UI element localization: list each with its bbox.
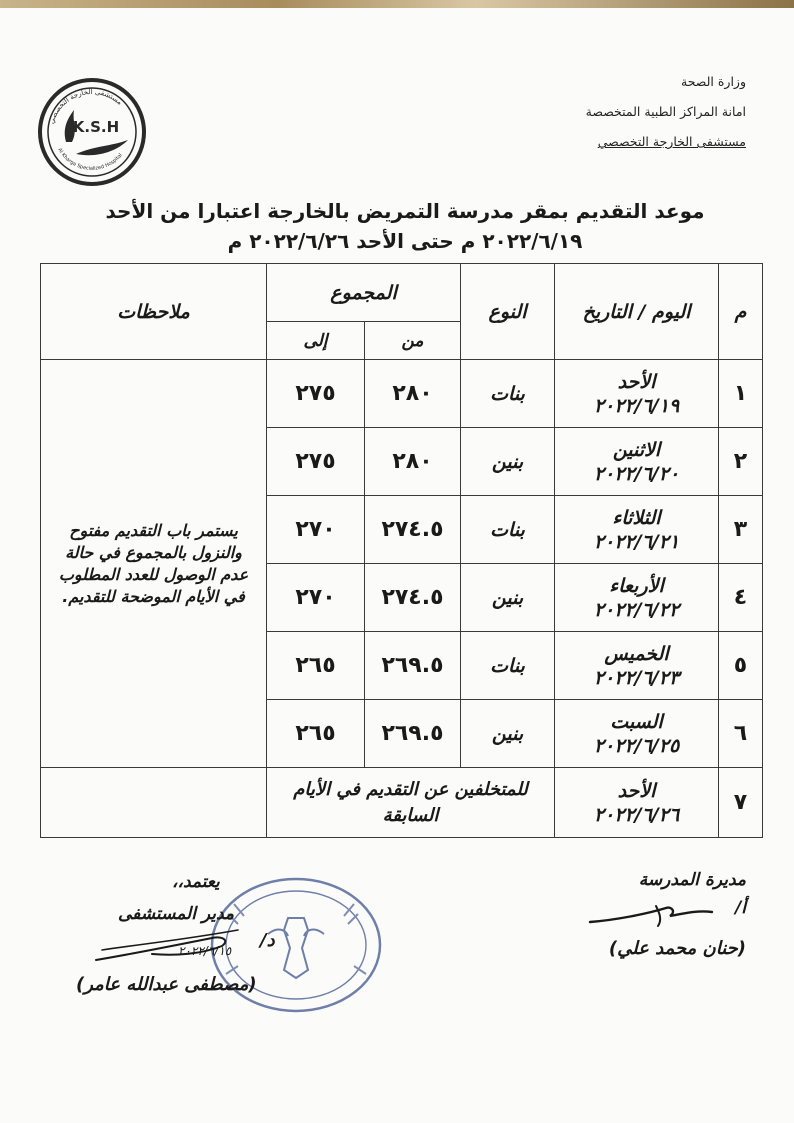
page-title-line1: موعد التقديم بمقر مدرسة التمريض بالخارجة اعتبارا من الأحد [105, 199, 705, 223]
table-row [41, 768, 763, 838]
row-type: بنات [461, 632, 555, 700]
row-number: ٢ [719, 428, 763, 496]
row-day-date [555, 768, 719, 838]
row-number: ٥ [719, 632, 763, 700]
row-date: ٢٠٢٢/٦/٢٥ [593, 734, 680, 757]
row-from: ٢٦٩.٥ [365, 700, 461, 768]
row-day-date [555, 428, 719, 496]
notes-cell: يستمر باب التقديم مفتوح والنزول بالمجموع في حالة عدم الوصول للعدد المطلوب في الأيام الموضحة للتقديم. [41, 360, 267, 768]
row-number: ٧ [719, 768, 763, 838]
row-day: الاثنين [612, 438, 661, 461]
row-day: الخميس [604, 642, 669, 665]
row-day: الثلاثاء [612, 506, 661, 529]
row-from: ٢٨٠ [365, 360, 461, 428]
row-from: ٢٨٠ [365, 428, 461, 496]
header-index: م [719, 264, 763, 360]
header-type: النوع [461, 264, 555, 360]
row-date: ٢٠٢٢/٦/٢٠ [593, 462, 680, 485]
late-applicants-note: للمتخلفين عن التقديم في الأيام السابقة [267, 768, 555, 838]
header-notes: ملاحظات [41, 264, 267, 360]
row-day: الأحد [617, 779, 656, 802]
school-principal-signature [586, 898, 716, 932]
row-day-date [555, 564, 719, 632]
row-date: ٢٠٢٢/٦/١٩ [593, 394, 680, 417]
row-to: ٢٧٥ [267, 428, 365, 496]
row-type: بنين [461, 564, 555, 632]
hospital-line: مستشفى الخارجة التخصصي [597, 134, 746, 149]
row-date: ٢٠٢٢/٦/٢٢ [593, 598, 680, 621]
page-title-line2: ٢٠٢٢/٦/١٩ م حتى الأحد ٢٠٢٢/٦/٢٦ م [227, 229, 583, 253]
school-principal-title: مديرة المدرسة [638, 870, 746, 890]
hospital-director-prefix: د/ [260, 930, 275, 951]
row-number: ٤ [719, 564, 763, 632]
row-day: الأحد [617, 370, 656, 393]
row-to: ٢٦٥ [267, 632, 365, 700]
row-day-date [555, 496, 719, 564]
hospital-director-name: (مصطفى عبدالله عامر) [76, 974, 257, 995]
logo-arabic-name: مستشفى الخارجة التخصصي [47, 87, 124, 125]
school-principal-prefix: أ/ [735, 898, 746, 918]
row-to: ٢٧٠ [267, 564, 365, 632]
school-principal-name: (حنان محمد علي) [608, 938, 746, 959]
row-type: بنين [461, 700, 555, 768]
logo-english-name: Al Kharga Specialized Hospital [56, 147, 124, 172]
row-day: الأربعاء [609, 574, 664, 597]
row-number: ٦ [719, 700, 763, 768]
approval-label: يعتمد،، [172, 872, 220, 892]
logo-initials: K.S.H [72, 118, 120, 136]
secretariat-line: امانة المراكز الطبية المتخصصة [585, 104, 746, 119]
top-edge-strip [0, 0, 794, 8]
row-from: ٢٧٤.٥ [365, 564, 461, 632]
row-to: ٢٧٠ [267, 496, 365, 564]
header-day-date: اليوم / التاريخ [555, 264, 719, 360]
header-total: المجموع [267, 264, 461, 322]
row-from: ٢٧٤.٥ [365, 496, 461, 564]
hospital-logo [36, 76, 148, 188]
row-date: ٢٠٢٢/٦/٢١ [593, 530, 680, 553]
row-date: ٢٠٢٢/٦/٢٣ [593, 666, 680, 689]
row-to: ٢٦٥ [267, 700, 365, 768]
hand-icon [76, 140, 128, 155]
hospital-director-title: مدير المستشفى [118, 904, 235, 924]
row-number: ١ [719, 360, 763, 428]
schedule-table [40, 263, 763, 838]
ministry-line: وزارة الصحة [681, 74, 746, 89]
row-day-date [555, 700, 719, 768]
hospital-director-signature [92, 920, 242, 968]
row-number: ٣ [719, 496, 763, 564]
empty-notes-cell [41, 768, 267, 838]
row-type: بنات [461, 496, 555, 564]
handwritten-date: ٢٠٢٢/٦/١٥ [178, 944, 232, 958]
header-from: من [365, 322, 461, 360]
row-day-date [555, 632, 719, 700]
eagle-icon [284, 918, 308, 978]
row-type: بنين [461, 428, 555, 496]
row-to: ٢٧٥ [267, 360, 365, 428]
row-from: ٢٦٩.٥ [365, 632, 461, 700]
table-row [41, 360, 763, 428]
row-date: ٢٠٢٢/٦/٢٦ [593, 803, 680, 826]
header-to: إلى [267, 322, 365, 360]
row-day-date [555, 360, 719, 428]
row-type: بنات [461, 360, 555, 428]
row-day: السبت [610, 710, 663, 733]
